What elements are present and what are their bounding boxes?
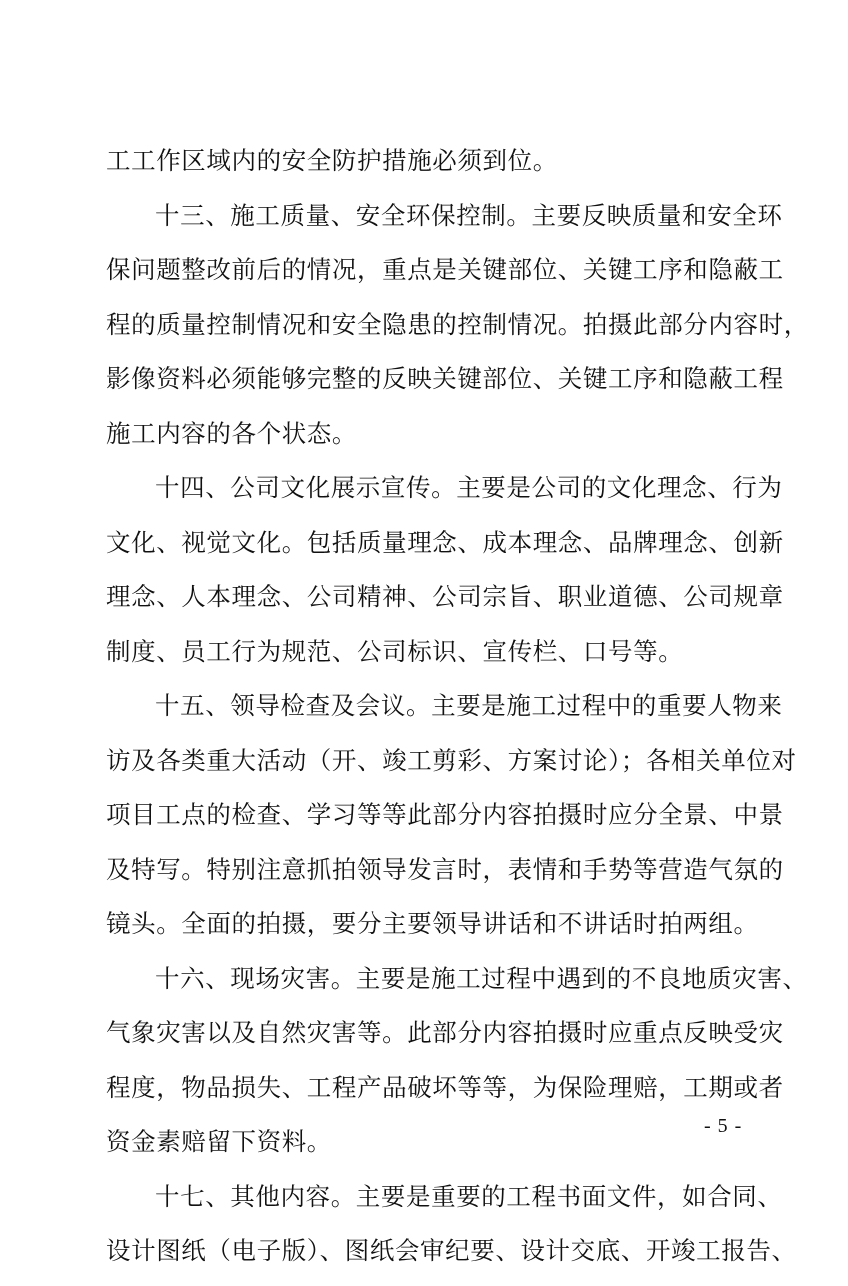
paragraph-14-line-1: 十四、公司文化展示宣传。主要是公司的文化理念、行为 bbox=[155, 473, 783, 502]
paragraph-16-line-4: 资金素赔留下资料。 bbox=[106, 1127, 332, 1156]
paragraph-15-line-1: 十五、领导检查及会议。主要是施工过程中的重要人物来 bbox=[155, 691, 783, 720]
paragraph-14-line-2: 文化、视觉文化。包括质量理念、成本理念、品牌理念、创新 bbox=[106, 527, 784, 557]
paragraph-13-line-3: 程的质量控制情况和安全隐患的控制情况。拍摄此部分内容时， bbox=[106, 309, 809, 339]
paragraph-14-line-4: 制度、员工行为规范、公司标识、宣传栏、口号等。 bbox=[106, 636, 684, 666]
paragraph-15-line-3: 项目工点的检查、学习等等此部分内容拍摄时应分全景、中景 bbox=[106, 800, 784, 829]
paragraph-15-line-2: 访及各类重大活动（开、竣工剪彩、方案讨论）；各相关单位对 bbox=[106, 745, 797, 775]
paragraph-13-line-5: 施工内容的各个状态。 bbox=[106, 418, 357, 448]
page-number: - 5 - bbox=[704, 1115, 743, 1137]
paragraph-16-line-2: 气象灾害以及自然灾害等。此部分内容拍摄时应重点反映受灾 bbox=[106, 1018, 784, 1047]
paragraph-13-line-4: 影像资料必须能够完整的反映关键部位、关键工序和隐蔽工程 bbox=[106, 364, 784, 393]
paragraph-17-line-2: 设计图纸（电子版）、图纸会审纪要、设计交底、开竣工报告、 bbox=[106, 1236, 797, 1265]
paragraph-14-line-3: 理念、人本理念、公司精神、公司宗旨、职业道德、公司规章 bbox=[106, 582, 784, 611]
paragraph-15-line-4: 及特写。特别注意抓拍领导发言时，表情和手势等营造气氛的 bbox=[106, 854, 784, 884]
body-text bbox=[106, 141, 809, 1286]
paragraph-16-line-1: 十六、现场灾害。主要是施工过程中遇到的不良地质灾害、 bbox=[155, 963, 808, 993]
paragraph-15-line-5: 镜头。全面的拍摄，要分主要领导讲话和不讲话时拍两组。 bbox=[106, 909, 759, 938]
text-line-continuation: 工工作区域内的安全防护措施必须到位。 bbox=[106, 146, 558, 175]
paragraph-16-line-3: 程度，物品损失、工程产品破坏等等，为保险理赔，工期或者 bbox=[106, 1072, 784, 1102]
paragraph-17-line-1: 十七、其他内容。主要是重要的工程书面文件，如合同、 bbox=[155, 1181, 783, 1211]
paragraph-13-line-2: 保问题整改前后的情况，重点是关键部位、关键工序和隐蔽工 bbox=[106, 255, 784, 284]
paragraph-13-line-1: 十三、施工质量、安全环保控制。主要反映质量和安全环 bbox=[155, 200, 783, 230]
